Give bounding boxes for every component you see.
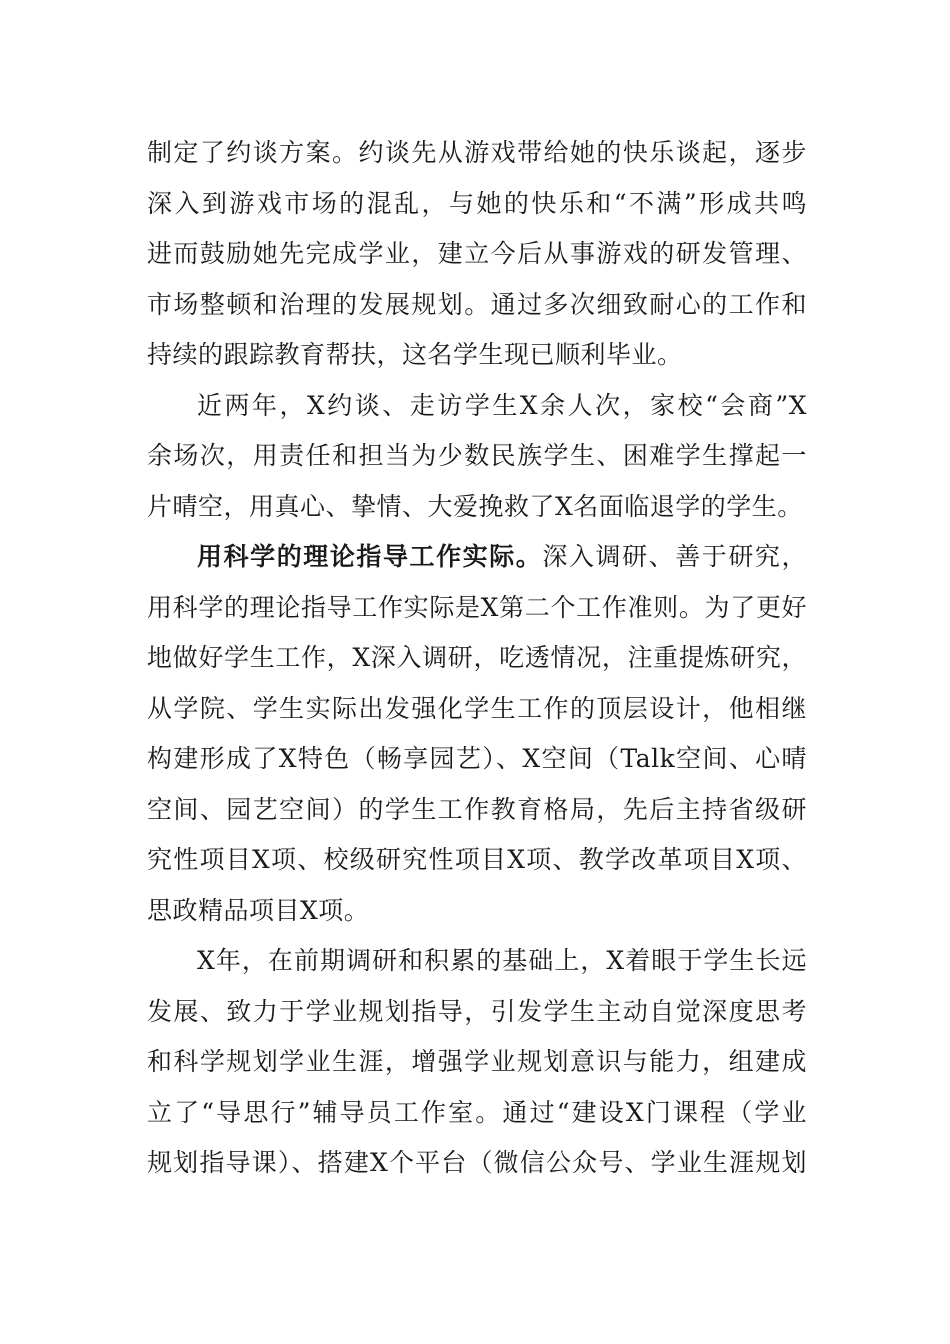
text-line: 地做好学生工作，X深入调研，吃透情况，注重提炼研究，	[147, 643, 807, 672]
text-line: 进而鼓励她先完成学业，建立今后从事游戏的研发管理、	[147, 239, 807, 268]
section-heading: 用科学的理论指导工作实际。	[197, 542, 543, 571]
text-line: 从学院、学生实际出发强化学生工作的顶层设计，他相继	[147, 693, 807, 723]
text-line: 片晴空，用真心、挚情、大爱挽救了X名面临退学的学生。	[147, 491, 803, 521]
text-line: 规划指导课）、搭建X个平台（微信公众号、学业生涯规划	[147, 1148, 807, 1177]
text-line: 制定了约谈方案。约谈先从游戏带给她的快乐谈起，逐步	[147, 138, 807, 167]
text-line: 持续的跟踪教育帮扶，这名学生现已顺利毕业。	[147, 340, 683, 369]
text-line: 市场整顿和治理的发展规划。通过多次细致耐心的工作和	[147, 289, 807, 319]
text-line: 发展、致力于学业规划指导，引发学生主动自觉深度思考	[147, 996, 807, 1026]
text-line: 用科学的理论指导工作实际是X第二个工作准则。为了更好	[147, 592, 807, 622]
text-line: 深入到游戏市场的混乱，与她的快乐和“不满”形成共鸣	[147, 188, 807, 218]
text-line: X年，在前期调研和积累的基础上，X着眼于学生长远	[197, 946, 807, 975]
text-line: 空间、园艺空间）的学生工作教育格局，先后主持省级研	[147, 794, 807, 824]
section-heading-line	[147, 532, 807, 583]
text-line-rest: 深入调研、善于研究，	[542, 542, 807, 571]
text-line: 究性项目X项、校级研究性项目X项、教学改革项目X项、	[147, 845, 807, 874]
text-line: 思政精品项目X项。	[147, 895, 370, 925]
text-line: 近两年，X约谈、走访学生X余人次，家校“会商”X	[197, 390, 807, 420]
text-line: 余场次，用责任和担当为少数民族学生、困难学生撑起一	[147, 441, 807, 470]
text-line: 立了“导思行”辅导员工作室。通过“建设X门课程（学业	[147, 1097, 807, 1127]
text-line: 和科学规划学业生涯，增强学业规划意识与能力，组建成	[147, 1047, 807, 1076]
text-line: 构建形成了X特色（畅享园艺）、X空间（Talk空间、心晴	[147, 744, 807, 773]
body-text	[147, 128, 807, 1189]
